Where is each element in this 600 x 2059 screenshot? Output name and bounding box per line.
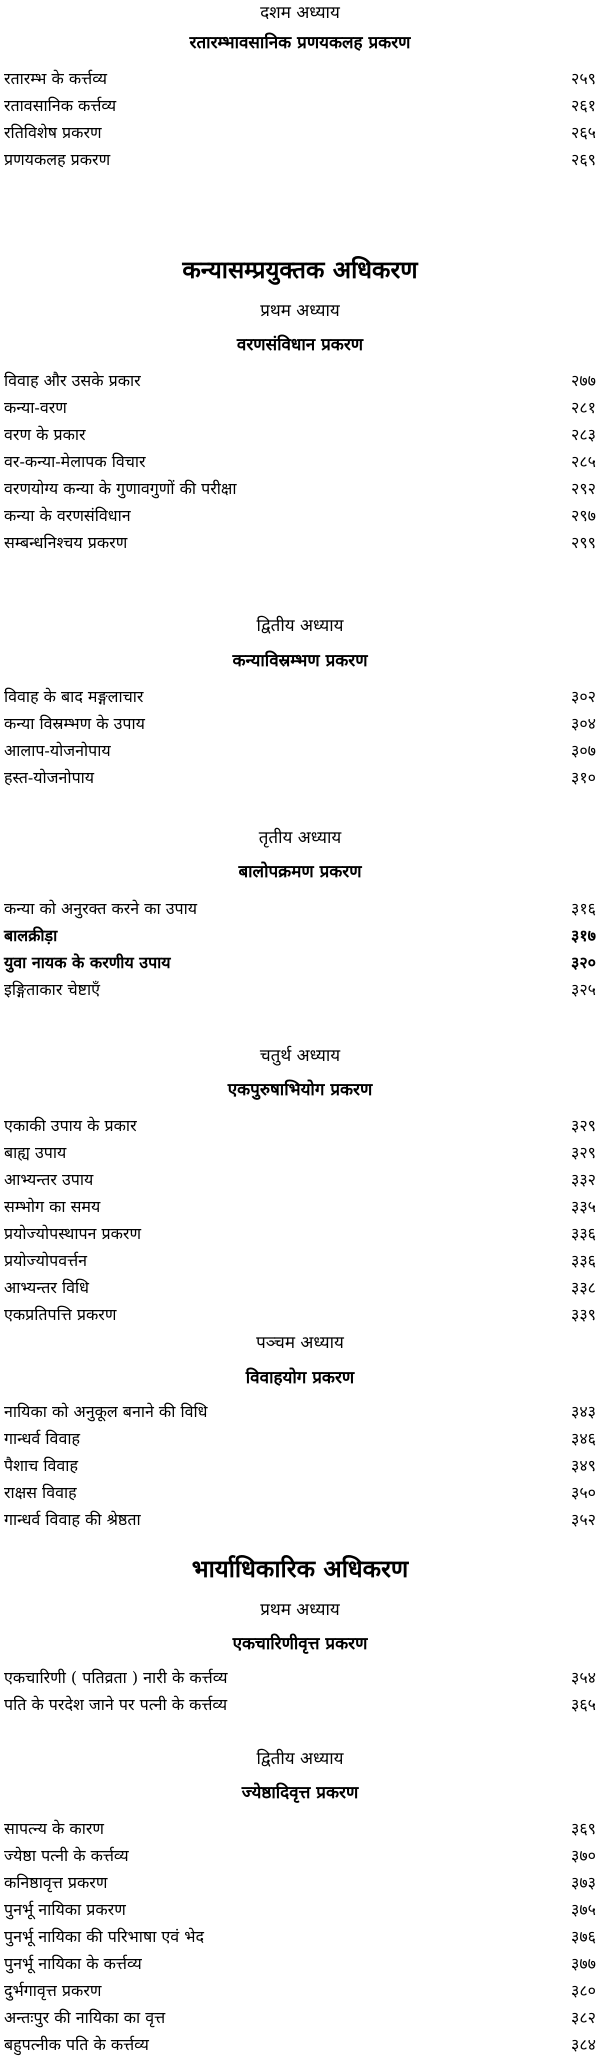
- toc-entry-title: सापत्न्य के कारण: [4, 1819, 104, 1838]
- section-heading: बालोपक्रमण प्रकरण: [238, 862, 362, 882]
- toc-entry-title: आभ्यन्तर विधि: [4, 1278, 89, 1297]
- toc-row: [4, 1222, 596, 1246]
- toc-entry-title: युवा नायक के करणीय उपाय: [4, 953, 171, 972]
- section-heading: एकचारिणीवृत्त प्रकरण: [232, 1634, 368, 1654]
- toc-entry-title: कन्या-वरण: [4, 398, 67, 417]
- toc-page-number: ३३२: [571, 1170, 596, 1189]
- toc-entry-title: कन्या के वरणसंविधान: [4, 506, 131, 525]
- toc-row: [4, 1427, 596, 1451]
- toc-row: [4, 1898, 596, 1922]
- toc-page-number: २९२: [571, 479, 596, 498]
- toc-entry-title: गान्धर्व विवाह: [4, 1429, 80, 1448]
- section-heading: वरणसंविधान प्रकरण: [236, 335, 364, 355]
- toc-row: [4, 1979, 596, 2003]
- toc-page-number: ३८२: [571, 2008, 596, 2027]
- toc-page-number: ३२५: [571, 980, 596, 999]
- toc-page-number: २६१: [571, 96, 596, 115]
- toc-row: [4, 369, 596, 393]
- toc-page-number: २५९: [571, 69, 596, 88]
- toc-entry-title: कन्या को अनुरक्त करने का उपाय: [4, 899, 198, 918]
- toc-row: [4, 94, 596, 118]
- toc-page-number: ३०७: [571, 741, 596, 760]
- toc-row: [4, 951, 596, 975]
- toc-entry-title: नायिका को अनुकूल बनाने की विधि: [4, 1402, 208, 1421]
- toc-entry-title: राक्षस विवाह: [4, 1483, 77, 1502]
- section-heading: रतारम्भावसानिक प्रणयकलह प्रकरण: [189, 33, 411, 53]
- toc-page-number: ३४६: [571, 1429, 596, 1448]
- toc-row: [4, 1141, 596, 1165]
- toc-entry-title: दुर्भगावृत्त प्रकरण: [4, 1981, 102, 2000]
- section-heading: विवाहयोग प्रकरण: [245, 1368, 355, 1388]
- toc-row: [4, 978, 596, 1002]
- toc-row: [4, 1249, 596, 1273]
- toc-row: [4, 1400, 596, 1424]
- toc-entry-title: सम्बन्धनिश्चय प्रकरण: [4, 533, 128, 552]
- toc-page-number: ३१०: [571, 768, 596, 787]
- toc-entry-title: बहुपत्नीक पति के कर्त्तव्य: [4, 2035, 149, 2054]
- toc-page-number: ३६५: [571, 1695, 596, 1714]
- toc-page-number: ३३५: [571, 1197, 596, 1216]
- section-heading: कन्याविस्रम्भण प्रकरण: [232, 651, 368, 671]
- toc-page-number: २९९: [571, 533, 596, 552]
- toc-entry-title: पति के परदेश जाने पर पत्नी के कर्त्तव्य: [4, 1695, 228, 1714]
- toc-row: [4, 1114, 596, 1138]
- toc-entry-title: बालक्रीड़ा: [4, 926, 58, 945]
- toc-row: [4, 67, 596, 91]
- toc-row: [4, 531, 596, 555]
- toc-row: [4, 1168, 596, 1192]
- toc-page-number: २८३: [571, 425, 596, 444]
- toc-page-number: ३७५: [571, 1900, 596, 1919]
- toc-entry-title: रतिविशेष प्रकरण: [4, 123, 102, 142]
- toc-page-number: २८१: [571, 398, 596, 417]
- toc-row: [4, 1195, 596, 1219]
- toc-page-number: ३७६: [571, 1927, 596, 1946]
- toc-page-number: ३३८: [571, 1278, 596, 1297]
- toc-page-number: ३३६: [571, 1224, 596, 1243]
- toc-page-number: ३२०: [571, 953, 596, 972]
- toc-page-number: ३४९: [571, 1456, 596, 1475]
- toc-page-number: ३६९: [571, 1819, 596, 1838]
- toc-entry-title: विवाह के बाद मङ्गलाचार: [4, 687, 144, 706]
- chapter-heading: चतुर्थ अध्याय: [259, 1046, 341, 1066]
- toc-entry-title: गान्धर्व विवाह की श्रेष्ठता: [4, 1510, 141, 1529]
- toc-page-number: ३५४: [571, 1668, 596, 1687]
- toc-entry-title: वरणयोग्य कन्या के गुणावगुणों की परीक्षा: [4, 479, 237, 498]
- toc-row: [4, 712, 596, 736]
- toc-page-number: ३१६: [571, 899, 596, 918]
- chapter-heading: द्वितीय अध्याय: [256, 616, 344, 636]
- toc-row: [4, 1508, 596, 1532]
- toc-page-number: ३५०: [571, 1483, 596, 1502]
- toc-row: [4, 1481, 596, 1505]
- toc-entry-title: इङ्गिताकार चेष्टाएँ: [4, 980, 100, 999]
- toc-row: [4, 2033, 596, 2057]
- toc-entry-title: रतावसानिक कर्त्तव्य: [4, 96, 117, 115]
- toc-page-number: ३७३: [571, 1873, 596, 1892]
- toc-entry-title: एकचारिणी ( पतिव्रता ) नारी के कर्त्तव्य: [4, 1668, 228, 1687]
- toc-row: [4, 897, 596, 921]
- toc-row: [4, 1454, 596, 1478]
- toc-row: [4, 1871, 596, 1895]
- toc-entry-title: एकाकी उपाय के प्रकार: [4, 1116, 137, 1135]
- toc-entry-title: पुनर्भू नायिका की परिभाषा एवं भेद: [4, 1927, 205, 1946]
- toc-entry-title: पुनर्भू नायिका के कर्त्तव्य: [4, 1954, 142, 1973]
- toc-row: [4, 1276, 596, 1300]
- part-heading: भार्याधिकारिक अधिकरण: [191, 1554, 409, 1583]
- toc-row: [4, 1925, 596, 1949]
- toc-entry-title: प्रणयकलह प्रकरण: [4, 150, 111, 169]
- toc-entry-title: बाह्य उपाय: [4, 1143, 67, 1162]
- toc-row: [4, 1303, 596, 1327]
- toc-row: [4, 766, 596, 790]
- chapter-heading: प्रथम अध्याय: [260, 1600, 340, 1620]
- toc-page-number: ३३६: [571, 1251, 596, 1270]
- toc-entry-title: वरण के प्रकार: [4, 425, 86, 444]
- toc-entry-title: सम्भोग का समय: [4, 1197, 101, 1216]
- toc-page-number: २९७: [571, 506, 596, 525]
- toc-row: [4, 1817, 596, 1841]
- toc-page-number: ३३९: [571, 1305, 596, 1324]
- toc-row: [4, 423, 596, 447]
- toc-page-number: ३४३: [571, 1402, 596, 1421]
- chapter-heading: तृतीय अध्याय: [258, 828, 342, 848]
- toc-entry-title: आभ्यन्तर उपाय: [4, 1170, 94, 1189]
- toc-row: [4, 1952, 596, 1976]
- toc-entry-title: प्रयोज्योपस्थापन प्रकरण: [4, 1224, 142, 1243]
- toc-row: [4, 396, 596, 420]
- toc-page-number: ३८४: [571, 2035, 596, 2054]
- toc-page-number: ३०२: [571, 687, 596, 706]
- toc-entry-title: एकप्रतिपत्ति प्रकरण: [4, 1305, 117, 1324]
- toc-page-number: २७७: [571, 371, 596, 390]
- toc-row: [4, 477, 596, 501]
- section-heading: एकपुरुषाभियोग प्रकरण: [227, 1080, 373, 1100]
- chapter-heading: प्रथम अध्याय: [260, 301, 340, 321]
- chapter-heading: द्वितीय अध्याय: [256, 1749, 344, 1769]
- toc-row: [4, 504, 596, 528]
- toc-row: [4, 739, 596, 763]
- toc-entry-title: पुनर्भू नायिका प्रकरण: [4, 1900, 126, 1919]
- toc-entry-title: रतारम्भ के कर्त्तव्य: [4, 69, 107, 88]
- toc-row: [4, 924, 596, 948]
- toc-row: [4, 1844, 596, 1868]
- toc-row: [4, 2006, 596, 2030]
- toc-page-number: ३२९: [571, 1116, 596, 1135]
- section-heading: ज्येष्ठादिवृत्त प्रकरण: [241, 1783, 359, 1803]
- toc-page-number: ३७०: [571, 1846, 596, 1865]
- toc-page-number: ३०४: [571, 714, 596, 733]
- toc-page-number: ३१७: [571, 926, 596, 945]
- toc-entry-title: वर-कन्या-मेलापक विचार: [4, 452, 146, 471]
- toc-entry-title: कनिष्ठावृत्त प्रकरण: [4, 1873, 108, 1892]
- toc-entry-title: पैशाच विवाह: [4, 1456, 78, 1475]
- toc-row: [4, 148, 596, 172]
- chapter-heading: दशम अध्याय: [260, 3, 340, 23]
- toc-row: [4, 685, 596, 709]
- chapter-heading: पञ्चम अध्याय: [256, 1333, 344, 1353]
- toc-page-number: ३८०: [571, 1981, 596, 2000]
- toc-row: [4, 1666, 596, 1690]
- toc-row: [4, 1693, 596, 1717]
- toc-entry-title: प्रयोज्योपवर्त्तन: [4, 1251, 88, 1270]
- toc-row: [4, 450, 596, 474]
- toc-page-number: ३२९: [571, 1143, 596, 1162]
- toc-entry-title: विवाह और उसके प्रकार: [4, 371, 141, 390]
- toc-entry-title: अन्तःपुर की नायिका का वृत्त: [4, 2008, 166, 2027]
- toc-entry-title: कन्या विस्रम्भण के उपाय: [4, 714, 145, 733]
- toc-row: [4, 121, 596, 145]
- toc-page-number: २६९: [571, 150, 596, 169]
- toc-entry-title: आलाप-योजनोपाय: [4, 741, 111, 760]
- toc-page-number: ३७७: [571, 1954, 596, 1973]
- toc-page-number: २८५: [571, 452, 596, 471]
- toc-entry-title: ज्येष्ठा पत्नी के कर्त्तव्य: [4, 1846, 129, 1865]
- part-heading: कन्यासम्प्रयुक्तक अधिकरण: [182, 255, 418, 284]
- toc-page-number: २६५: [571, 123, 596, 142]
- toc-entry-title: हस्त-योजनोपाय: [4, 768, 95, 787]
- toc-page-number: ३५२: [571, 1510, 596, 1529]
